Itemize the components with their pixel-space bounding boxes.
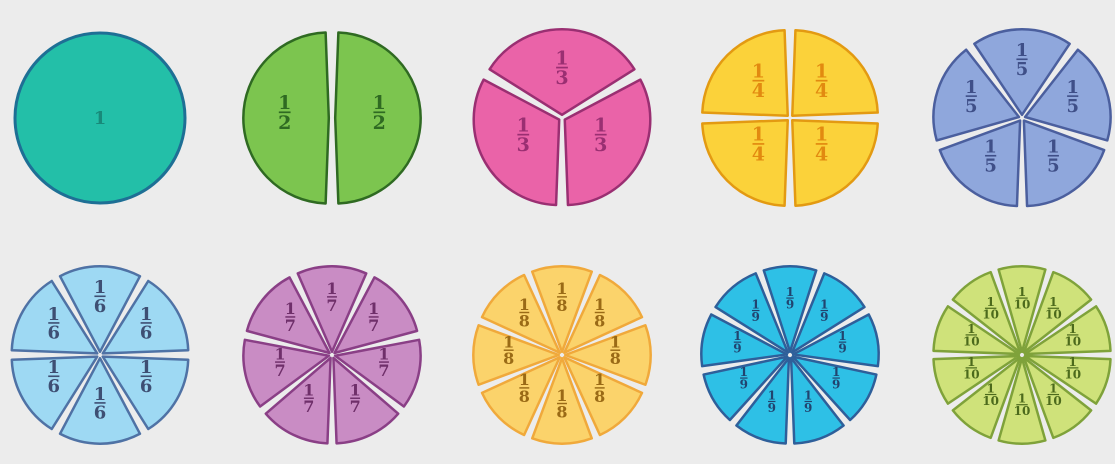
fraction-numerator: 1 xyxy=(785,285,795,300)
fraction-numerator: 1 xyxy=(378,344,390,364)
fraction-numerator: 1 xyxy=(278,92,292,115)
fraction-denominator: 8 xyxy=(503,349,515,369)
fraction-numerator: 1 xyxy=(518,370,530,390)
fraction-numerator: 1 xyxy=(516,114,530,137)
fraction-denominator: 9 xyxy=(785,297,795,312)
fraction-numerator: 1 xyxy=(815,123,829,146)
fraction-numerator: 1 xyxy=(594,370,606,390)
fraction-denominator: 9 xyxy=(733,341,742,356)
fraction-numerator: 1 xyxy=(986,381,995,396)
fraction-denominator: 9 xyxy=(831,377,841,392)
fraction-numerator: 1 xyxy=(751,60,765,83)
fraction-numerator: 1 xyxy=(967,321,976,336)
fraction-denominator: 6 xyxy=(139,375,153,397)
fraction-circle-3 xyxy=(474,29,651,205)
fraction-sector xyxy=(792,120,877,205)
fraction-circle-7 xyxy=(243,266,420,443)
fraction-numerator: 1 xyxy=(767,388,776,403)
fraction-numerator: 1 xyxy=(594,294,606,314)
fraction-denominator: 8 xyxy=(594,311,606,331)
fraction-denominator: 7 xyxy=(368,315,380,335)
fraction-denominator: 8 xyxy=(609,349,621,369)
fraction-numerator: 1 xyxy=(518,294,530,314)
fraction-numerator: 1 xyxy=(733,329,742,344)
fraction-denominator: 7 xyxy=(326,295,338,315)
fraction-numerator: 1 xyxy=(503,332,515,352)
fraction-numerator: 1 xyxy=(326,279,338,299)
fraction-circle-4 xyxy=(702,30,877,205)
fraction-numerator: 1 xyxy=(986,295,995,310)
fraction-circle-10 xyxy=(934,266,1111,443)
fraction-numerator: 1 xyxy=(1068,321,1077,336)
fraction-denominator: 3 xyxy=(555,67,569,90)
fraction-numerator: 1 xyxy=(751,123,765,146)
fraction-numerator: 1 xyxy=(274,344,286,364)
fraction-circle-6 xyxy=(12,266,188,443)
fraction-denominator: 9 xyxy=(820,309,829,324)
fraction-numerator: 1 xyxy=(838,329,847,344)
fraction-numerator: 1 xyxy=(139,357,153,379)
fraction-denominator: 9 xyxy=(739,377,749,392)
fraction-numerator: 1 xyxy=(93,277,107,299)
fraction-denominator: 9 xyxy=(838,341,847,356)
fraction-denominator: 8 xyxy=(556,402,568,422)
fraction-denominator: 5 xyxy=(965,95,978,117)
fraction-numerator: 1 xyxy=(831,365,841,380)
fraction-numerator: 1 xyxy=(751,297,760,312)
fraction-denominator: 2 xyxy=(372,111,386,134)
fraction-denominator: 9 xyxy=(767,400,776,415)
fraction-denominator: 9 xyxy=(804,400,813,415)
fraction-denominator: 2 xyxy=(278,111,292,134)
fraction-numerator: 1 xyxy=(1066,77,1079,99)
fraction-numerator: 1 xyxy=(1049,295,1058,310)
fraction-denominator: 7 xyxy=(284,315,296,335)
fraction-denominator: 8 xyxy=(556,295,568,315)
fraction-circle-1 xyxy=(15,33,185,203)
fraction-denominator: 5 xyxy=(1047,155,1060,177)
fraction-numerator: 1 xyxy=(139,303,153,325)
fraction-numerator: 1 xyxy=(1047,136,1060,158)
fraction-denominator: 8 xyxy=(518,386,530,406)
fraction-denominator: 10 xyxy=(962,334,980,349)
fraction-denominator: 10 xyxy=(1013,404,1031,419)
fraction-circle-2 xyxy=(243,33,420,204)
fraction-denominator: 6 xyxy=(93,295,107,317)
fraction-denominator: 10 xyxy=(982,307,1000,322)
fraction-numerator: 1 xyxy=(984,136,997,158)
fraction-numerator: 1 xyxy=(609,332,621,352)
fraction-circle-8 xyxy=(473,266,650,443)
fraction-numerator: 1 xyxy=(303,380,315,400)
fraction-numerator: 1 xyxy=(739,365,749,380)
fraction-denominator: 10 xyxy=(1044,307,1062,322)
fraction-denominator: 4 xyxy=(751,143,765,166)
fraction-circle-5 xyxy=(933,29,1110,206)
fraction-numerator: 1 xyxy=(1017,391,1027,406)
fraction-denominator: 6 xyxy=(47,322,61,344)
fraction-denominator: 4 xyxy=(815,80,829,103)
fraction-numerator: 1 xyxy=(349,380,361,400)
fraction-numerator: 1 xyxy=(47,357,61,379)
fraction-denominator: 10 xyxy=(962,367,980,382)
fraction-sector xyxy=(702,30,787,115)
fraction-numerator: 1 xyxy=(967,354,976,369)
fraction-denominator: 9 xyxy=(751,309,760,324)
fraction-numerator: 1 xyxy=(804,388,813,403)
fraction-denominator: 10 xyxy=(1013,297,1031,312)
fraction-denominator: 5 xyxy=(984,155,997,177)
fraction-denominator: 4 xyxy=(751,80,765,103)
fraction-numerator: 1 xyxy=(284,299,296,319)
fraction-numerator: 1 xyxy=(372,92,386,115)
fraction-denominator: 3 xyxy=(594,134,608,157)
fraction-denominator: 5 xyxy=(1015,58,1029,80)
fraction-sector xyxy=(792,30,877,115)
fraction-numerator: 1 xyxy=(1017,285,1027,300)
fraction-denominator: 3 xyxy=(516,134,530,157)
fraction-denominator: 10 xyxy=(1064,334,1082,349)
fraction-circle-9 xyxy=(701,266,878,443)
fraction-numerator: 1 xyxy=(555,47,569,70)
fraction-denominator: 10 xyxy=(1044,393,1062,408)
fraction-numerator: 1 xyxy=(815,60,829,83)
fraction-denominator: 7 xyxy=(378,360,390,380)
fraction-denominator: 7 xyxy=(274,360,286,380)
fraction-numerator: 1 xyxy=(93,383,107,405)
fraction-denominator: 6 xyxy=(47,375,61,397)
fraction-numerator: 1 xyxy=(965,77,978,99)
fraction-denominator: 5 xyxy=(1066,95,1079,117)
fraction-numerator: 1 xyxy=(1068,354,1077,369)
fraction-denominator: 8 xyxy=(594,386,606,406)
fraction-denominator: 8 xyxy=(518,311,530,331)
fraction-numerator: 1 xyxy=(594,114,608,137)
fraction-numerator: 1 xyxy=(1015,40,1029,62)
fraction-denominator: 10 xyxy=(1064,367,1082,382)
fraction-denominator: 6 xyxy=(93,402,107,424)
fraction-numerator: 1 xyxy=(556,279,568,299)
fraction-numerator: 1 xyxy=(1049,381,1058,396)
fraction-numerator: 1 xyxy=(368,299,380,319)
fraction-numerator: 1 xyxy=(556,385,568,405)
fraction-numerator: 1 xyxy=(820,297,829,312)
fraction-numerator: 1 xyxy=(47,303,61,325)
fraction-denominator: 6 xyxy=(139,322,153,344)
fraction-denominator: 10 xyxy=(982,393,1000,408)
whole-label: 1 xyxy=(93,108,107,129)
fraction-denominator: 4 xyxy=(815,143,829,166)
fraction-denominator: 7 xyxy=(349,397,361,417)
fraction-sector xyxy=(702,120,787,205)
fraction-denominator: 7 xyxy=(303,397,315,417)
